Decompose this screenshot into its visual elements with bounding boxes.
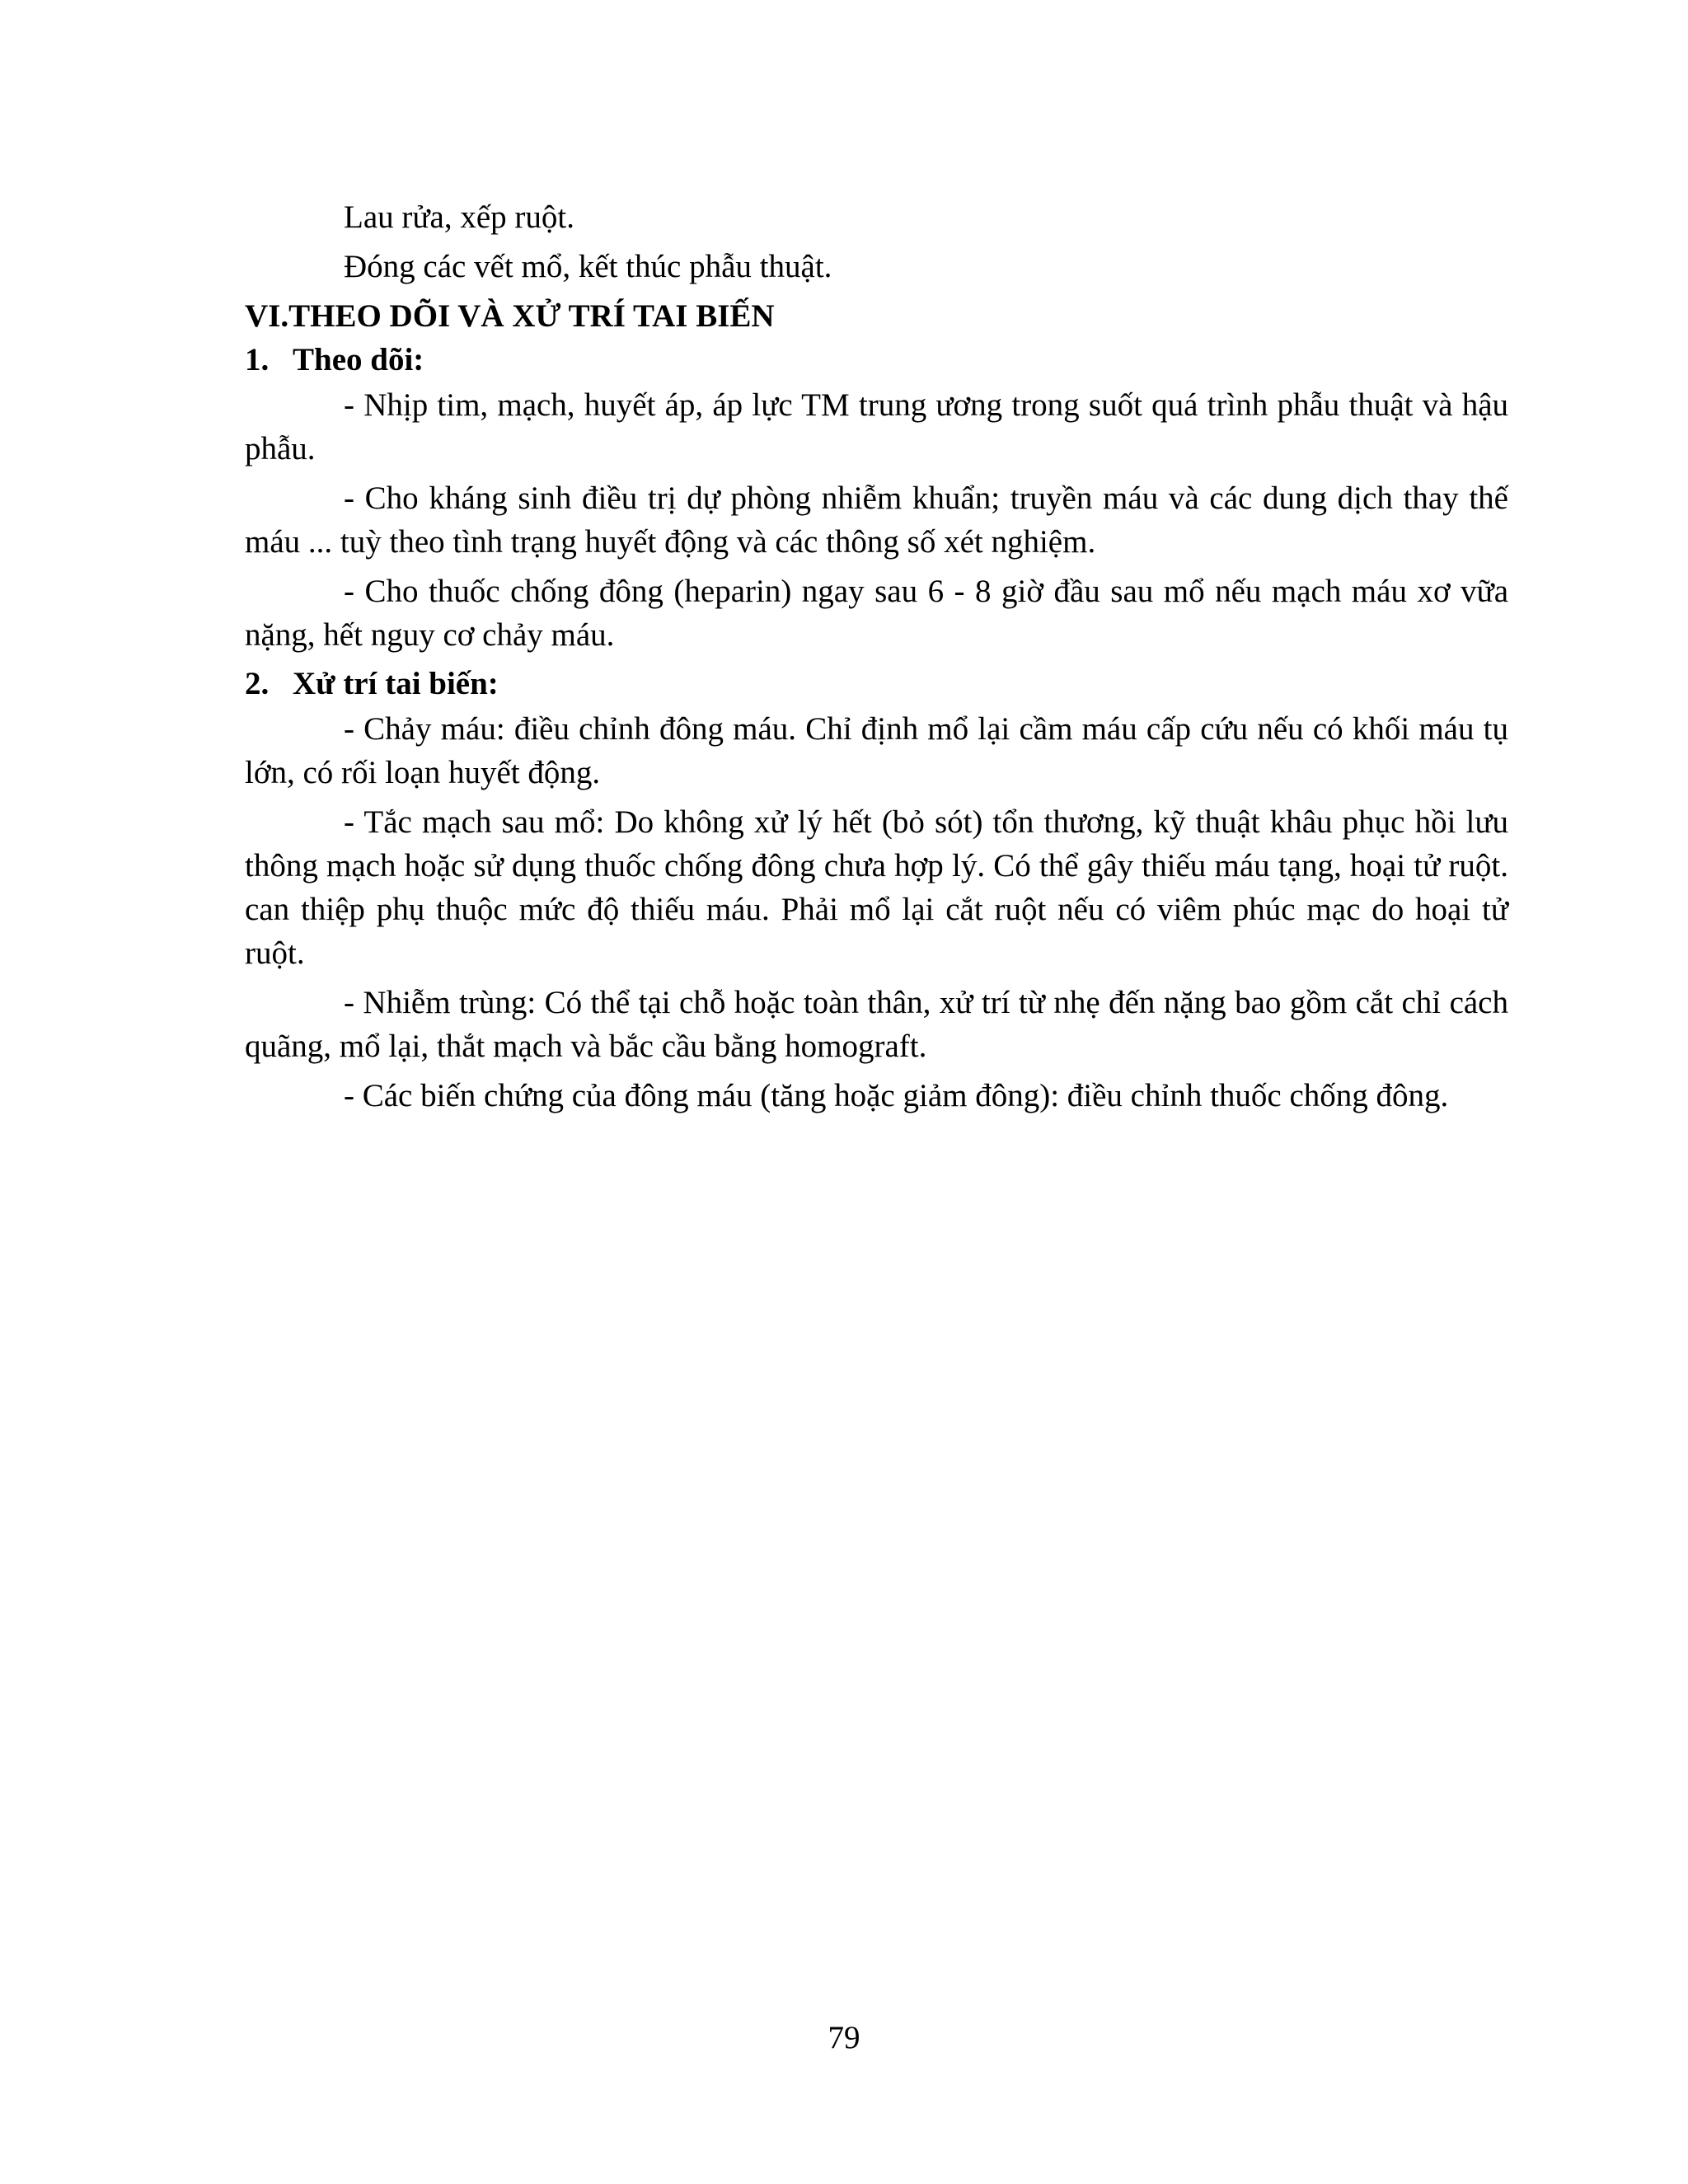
subsection-heading-complications [245,663,1508,705]
section-title: VI.THEO DÕI VÀ XỬ TRÍ TAI BIẾN [245,298,775,334]
paragraph: - Tắc mạch sau mổ: Do không xử lý hết (bỏ sót) tổn thương, kỹ thuật khâu phục hồi lưu thông mạch hoặc sử dụng thuốc chống đông chưa hợp lý. Có thể gây thiếu máu tạng, hoại tử ruột. can thiệp phụ thuộc mức độ thiếu máu. Phải mổ lại cắt ruột nếu có viêm phúc mạc do hoại tử ruột. [245,804,1508,971]
paragraph: - Chảy máu: điều chỉnh đông máu. Chỉ định mổ lại cầm máu cấp cứu nếu có khối máu tụ lớn, có rối loạn huyết động. [245,711,1508,790]
paragraph: - Các biến chứng của đông máu (tăng hoặc giảm đông): điều chỉnh thuốc chống đông. [344,1078,1449,1113]
subsection-heading-monitoring [245,339,1508,382]
paragraph: - Nhịp tim, mạch, huyết áp, áp lực TM trung ương trong suốt quá trình phẫu thuật và hậu phẫu. [245,387,1508,466]
intro-line: Lau rửa, xếp ruột. [344,199,574,235]
document-page [245,195,1508,1123]
paragraph: - Nhiễm trùng: Có thể tại chỗ hoặc toàn thân, xử trí từ nhẹ đến nặng bao gồm cắt chỉ cách quãng, mổ lại, thắt mạch và bắc cầu bằng homograft. [245,985,1508,1064]
page-number: 79 [828,2020,860,2055]
subsection-title: Theo dõi: [293,342,424,377]
paragraph: - Cho kháng sinh điều trị dự phòng nhiễm khuẩn; truyền máu và các dung dịch thay thế máu ... tuỳ theo tình trạng huyết động và các thông số xét nghiệm. [245,480,1508,560]
subsection-title: Xử trí tai biến: [293,666,499,701]
subsection-number: 1. [245,342,270,377]
subsection-number: 2. [245,666,270,701]
intro-line: Đóng các vết mổ, kết thúc phẫu thuật. [344,249,832,284]
paragraph: - Cho thuốc chống đông (heparin) ngay sau 6 - 8 giờ đầu sau mổ nếu mạch máu xơ vữa nặng, hết nguy cơ chảy máu. [245,574,1508,653]
